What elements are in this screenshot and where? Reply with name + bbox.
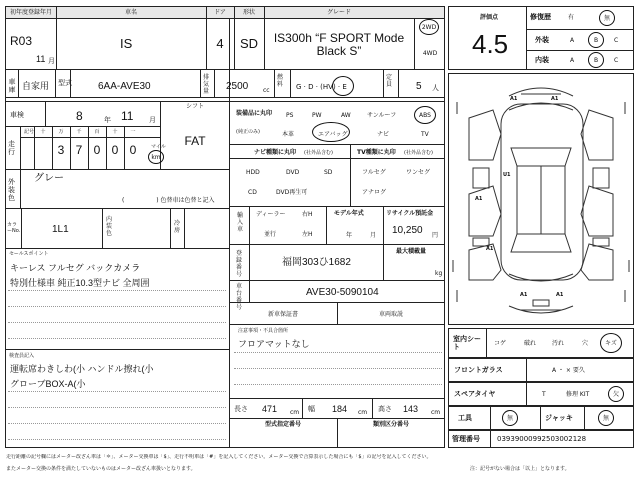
seat-label: 室内シート [453,335,481,351]
chassis-value: AVE30-5090104 [306,287,379,298]
glass-label: フロントガラス [454,366,503,374]
exterior-value: グレー [34,173,64,184]
diag-mark-2: A1 [551,96,559,102]
int-grade-c: C [614,57,619,64]
drive-4wd: 4WD [422,50,438,57]
max-load-label: 最大積載量 [396,248,427,255]
score-label: 評価点 [480,14,499,21]
width-label: 幅 [308,405,315,413]
drive-2wd: 2WD [421,24,437,31]
score-value: 4.5 [472,29,509,59]
seat-yabure: 破れ [524,340,537,347]
int-grade-b-circle [588,52,604,68]
navi-dvd: DVD [286,169,300,176]
mileage-header-line [20,137,160,138]
tv-sub: (社外品含む) [404,150,433,156]
model-year-month: 月 [370,232,377,239]
ext-grade-b-circle [588,32,604,48]
tools-value: 無 [506,415,513,422]
drive-2wd-circle [419,19,439,35]
type-label: 型式 [58,79,72,87]
navi-hdd: HDD [246,169,260,176]
tv-label: TV種類に丸印 [357,149,396,156]
doors-label: ドア [214,9,226,16]
ext-grade-label: 外装 [535,36,549,44]
recycle-label: リサイクル預託金 [386,210,434,217]
diag-mark-5: A1 [486,246,494,252]
import-right: 右H [302,211,313,218]
import-left: 左H [302,231,313,238]
repair-label: 修復歴 [530,13,551,21]
mileage-unit-label: 千 [76,129,82,135]
manual-label: 車両取説 [378,311,403,318]
doors-value: 4 [216,36,224,51]
jack-label: ジャッキ [545,414,573,422]
height-value: 143 [403,404,419,414]
grade-value: IS300h “F SPORT Mode Black S” [273,31,405,58]
capacity-unit: 人 [432,84,439,92]
seat-kizu: キズ [605,340,617,347]
model-name: IS [120,36,133,51]
equip-abs: ABS [419,112,431,119]
interior-color-label: 内装色 [106,216,113,237]
spare-missing-circle [608,386,624,402]
navi-label: ナビ種類に丸印 [254,149,297,156]
model-year-year: 年 [346,232,353,239]
mileage-digit: 0 [111,143,119,157]
repair-yes: 有 [568,14,575,21]
navi-sd: SD [324,169,333,176]
color-no-label: カラーNo. [7,222,21,234]
sales-line-2: 特別仕様車 純正10.3型ナビ 全周囲 [10,278,150,288]
spare-kit: 修理 KIT [566,391,590,398]
exterior-note: ( ) 色替車は色替と記入 [122,197,215,204]
chassis-label: 車台番号 [236,283,243,311]
equipment-sub: (純正のみ) [236,129,260,135]
mileage-unit-label: 十 [40,129,46,135]
mgmt-label: 管理番号 [452,435,480,443]
shape-label: 形状 [242,9,255,16]
width-value: 184 [332,404,348,414]
use-label: 車庫 [8,78,16,94]
mileage-note-label: 記号 [24,129,35,135]
tools-value-circle [502,410,518,426]
class-no-label: 類別区分番号 [372,421,409,428]
tv-analog: アナログ [362,189,387,196]
plate-value: 福岡303ひ1682 [282,257,351,268]
equipment-label: 装備品に丸印 [236,110,273,117]
color-no-value: 1L1 [52,224,69,235]
ext-grade-b: B [593,37,599,44]
displacement-value: 2500 [226,81,249,92]
spare-missing: 欠 [612,391,619,398]
navi-cd: CD [248,189,257,196]
mileage-digit: 0 [129,143,137,157]
reg-year: R03 [10,34,33,48]
diag-mark-4: A1 [475,196,483,202]
mileage-km: km [151,154,161,161]
reg-month: 11 [36,54,46,64]
mileage-digit: 7 [75,143,83,157]
exterior-label: 外装色 [8,178,15,202]
tv-fullseg: フルセグ [362,169,386,176]
recycle-value: 10,250 [392,225,423,236]
repair-no-circle [599,10,615,26]
equip-airbag-circle [312,122,350,142]
spare-label: スペアタイヤ [454,390,496,398]
spare-t: T [542,391,546,398]
plate-label: 登録番号 [236,250,243,278]
diag-mark-6: A1 [520,292,528,298]
mileage-mile: マイル [151,144,166,150]
mileage-km-circle [148,150,164,164]
capacity-label: 定員 [386,74,393,88]
tools-label: 工具 [458,414,472,422]
equip-abs-circle [414,106,436,124]
equip-airbag: エアバッグ [318,131,348,138]
inspection-year: 8 [76,109,83,123]
diag-mark-7: A1 [556,292,564,298]
equip-ps: PS [286,112,294,119]
mgmt-value: 03939000992503002128 [497,435,587,443]
inspector-line-2: グローブBOX-A(小 [10,379,86,389]
import-dealer: ディーラー [256,211,286,218]
int-grade-label: 内装 [535,56,549,64]
height-unit: cm [431,409,441,416]
model-year-label: モデル年式 [334,210,364,217]
inspector-label: 検査員記入 [9,353,35,359]
fuel-hv-circle [332,76,354,96]
grade-label: グレード [326,9,351,16]
ext-grade-a: A [570,37,575,44]
seat-ana: 穴 [582,340,589,347]
type-value: 6AA-AVE30 [98,81,151,92]
cold-label: 冷房 [174,220,181,234]
tv-oneseg: ワンセグ [406,169,431,176]
equip-pw: PW [312,112,322,119]
equip-tv: TV [421,131,429,138]
shift-value: FAT [184,134,206,148]
import-parallel: 並行 [264,231,277,238]
diag-mark-3: U1 [503,172,511,178]
repair-no: 無 [603,15,610,22]
warranty-label: 新車保証書 [267,311,298,318]
int-grade-a: A [570,57,575,64]
displacement-label: 排気量 [203,74,210,95]
reg-label: 初年度登録年月 [9,9,52,16]
ext-grade-c: C [614,37,619,44]
footer-line-2: またメーター交換の条件を満たしていないものはメーター改ざん車扱いとなります。 [6,466,196,472]
glass-value: A ・ × 要久 [552,367,585,374]
mileage-unit-label: 十 [112,129,118,135]
mileage-digit: 0 [93,143,101,157]
seat-koge: コゲ [494,340,507,347]
inspector-line-1: 運転席わきしわ(小 ハンドル擦れ(小 [10,364,154,374]
inspection-label: 車検 [10,111,24,119]
width-unit: cm [358,409,368,416]
sales-label: セールスポイント [9,251,49,257]
footer-line-1: 走行距離の記号欄にはメーター改ざん車は「＊」、メーター交換車は「$」、走行不明車は「#」を記入してください。メーター交換で合算表示した場合にも「$」の記号を記入してください。 [6,454,432,460]
inspection-month: 11 [121,109,134,123]
length-value: 471 [262,404,278,414]
notes-value: フロアマットなし [238,339,310,349]
shift-label: シフト [185,103,204,110]
fuel-options: G · D · (HV) · E [296,83,347,91]
shape-value: SD [239,36,259,51]
max-load-unit: kg [435,270,443,277]
length-label: 長さ [234,405,248,413]
fuel-label: 燃料 [277,74,284,88]
displacement-unit: cc [263,87,270,94]
jack-value: 無 [602,415,609,422]
model-label: 車名 [124,9,137,16]
reg-month-unit: 月 [48,57,55,65]
seat-kizu-circle [600,333,622,353]
use-value: 自家用 [22,81,50,91]
notes-label: 注意事項・不具合箇所 [238,328,289,334]
navi-sub: (社外品含む) [304,150,333,156]
length-unit: cm [290,409,300,416]
type-desig-label: 型式指定番号 [264,421,301,428]
equip-aw: AW [341,112,351,119]
height-label: 高さ [378,405,392,413]
equip-sunroof: サンルーフ [367,112,397,119]
sales-line-1: キーレス フルセグ バックカメラ [10,263,141,273]
inspection-month-unit: 月 [149,116,156,124]
jack-value-circle [598,410,614,426]
mileage-unit-label: 百 [94,129,100,135]
mileage-unit-label: 万 [58,129,64,135]
mileage-label: 走行 [8,140,15,156]
seat-yogore: 汚れ [552,340,565,347]
equip-navi: ナビ [377,131,390,138]
diag-mark-1: A1 [510,96,518,102]
capacity-value: 5 [416,81,422,92]
recycle-unit: 円 [432,232,439,239]
footer-right: 注：記号がない場合は「以上」となります。 [470,466,570,472]
import-label: 輸入車 [237,212,244,233]
mileage-digit: 3 [57,143,65,157]
navi-dvd-play: DVD再生可 [276,189,308,196]
int-grade-b: B [593,57,599,64]
mileage-unit-label: 一 [130,129,136,135]
equip-leather: 本革 [282,131,295,138]
inspection-year-unit: 年 [104,116,111,124]
